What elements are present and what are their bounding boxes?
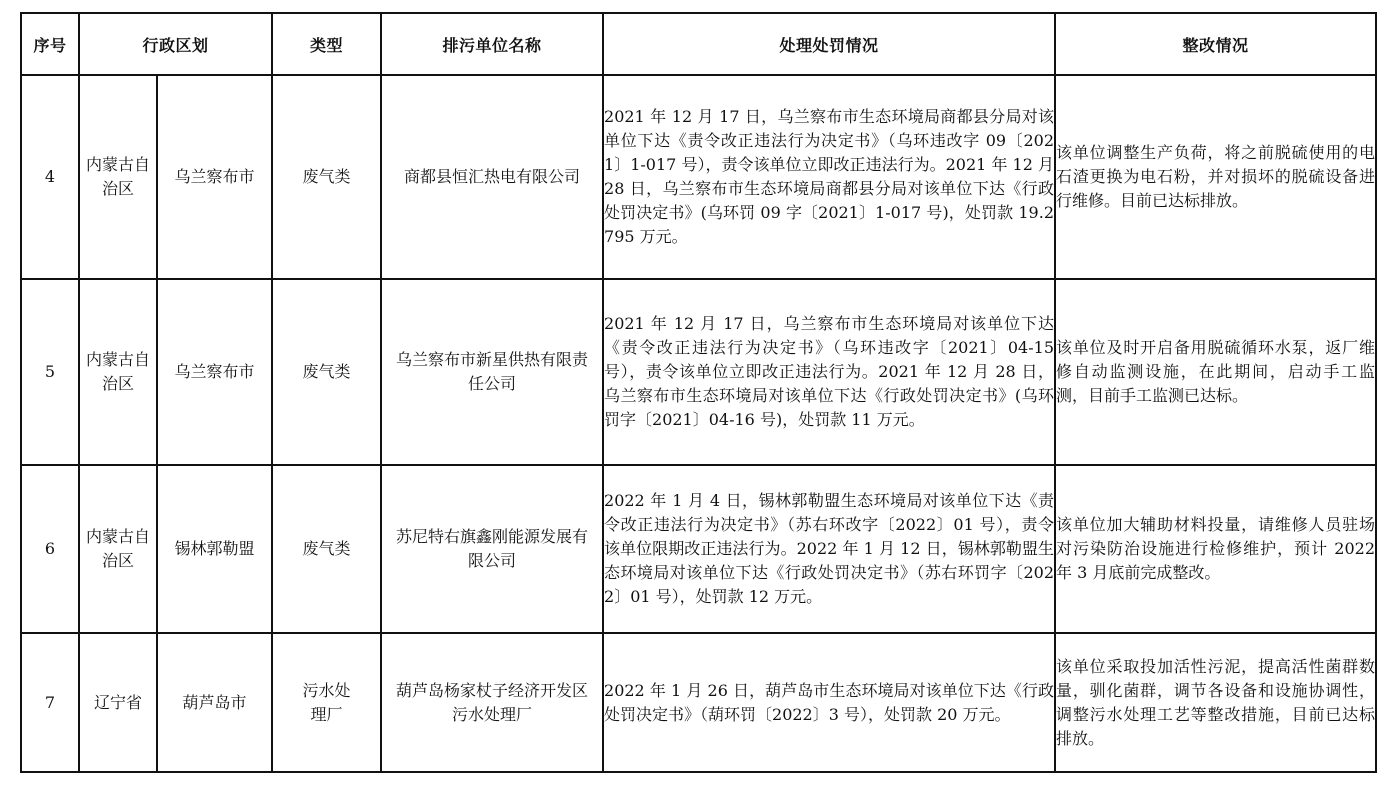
row-seq: 7 (21, 633, 79, 772)
row-city: 乌兰察布市 (157, 75, 272, 279)
header-penalty: 处理处罚情况 (603, 13, 1055, 75)
header-region: 行政区划 (79, 13, 272, 75)
row-penalty: 2022 年 1 月 26 日，葫芦岛市生态环境局对该单位下达《行政处罚决定书》（葫环罚〔2022〕3 号），处罚款 20 万元。 (603, 633, 1055, 772)
header-seq: 序号 (21, 13, 79, 75)
row-city: 葫芦岛市 (157, 633, 272, 772)
penalty-table (20, 12, 1377, 773)
row-type: 废气类 (272, 75, 381, 279)
header-unit: 排污单位名称 (381, 13, 603, 75)
row-penalty: 2022 年 1 月 4 日，锡林郭勒盟生态环境局对该单位下达《责令改正违法行为决定书》（苏右环改字〔2022〕01 号），责令该单位限期改正违法行为。2022 年 1 月 12 日，锡林郭勒盟生态环境局对该单位下达《行政处罚决定书》（苏右环罚字〔2022〕01 号），处罚款 12 万元。 (603, 465, 1055, 633)
row-province: 内蒙古自治区 (79, 465, 157, 633)
row-rectification: 该单位调整生产负荷，将之前脱硫使用的电石渣更换为电石粉，并对损坏的脱硫设备进行维修。目前已达标排放。 (1055, 75, 1376, 279)
row-unit: 乌兰察布市新星供热有限责任公司 (381, 279, 603, 465)
row-type: 废气类 (272, 279, 381, 465)
row-penalty: 2021 年 12 月 17 日，乌兰察布市生态环境局商都县分局对该单位下达《责令改正违法行为决定书》（乌环违改字 09〔2021〕1-017 号），责令该单位立即改正违法行为。2021 年 12 月 28 日，乌兰察布市生态环境局商都县分局对该单位下达《行政处罚决定书》(乌环罚 09 字〔2021〕1-017 号)，处罚款 19.2795 万元。 (603, 75, 1055, 279)
row-rectification: 该单位采取投加活性污泥，提高活性菌群数量，驯化菌群，调节各设备和设施协调性，调整污水处理工艺等整改措施，目前已达标排放。 (1055, 633, 1376, 772)
row-city: 乌兰察布市 (157, 279, 272, 465)
row-province: 内蒙古自治区 (79, 75, 157, 279)
row-unit: 苏尼特右旗鑫刚能源发展有限公司 (381, 465, 603, 633)
row-penalty: 2021 年 12 月 17 日，乌兰察布市生态环境局对该单位下达《责令改正违法行为决定书》（乌环违改字〔2021〕04-15 号），责令该单位立即改正违法行为。2021 年 12 月 28 日，乌兰察布市生态环境局对该单位下达《行政处罚决定书》(乌环罚字〔2021〕04-16 号)，处罚款 11 万元。 (603, 279, 1055, 465)
row-seq: 4 (21, 75, 79, 279)
header-rectification: 整改情况 (1055, 13, 1376, 75)
row-type: 污水处理厂 (272, 633, 381, 772)
table-row (21, 75, 1376, 279)
table-row (21, 279, 1376, 465)
row-seq: 5 (21, 279, 79, 465)
row-unit: 商都县恒汇热电有限公司 (381, 75, 603, 279)
row-rectification: 该单位及时开启备用脱硫循环水泵，返厂维修自动监测设施，在此期间，启动手工监测，目前手工监测已达标。 (1055, 279, 1376, 465)
table-row (21, 465, 1376, 633)
header-row (21, 13, 1376, 75)
table-row (21, 633, 1376, 772)
row-seq: 6 (21, 465, 79, 633)
row-city: 锡林郭勒盟 (157, 465, 272, 633)
row-rectification: 该单位加大辅助材料投量，请维修人员驻场对污染防治设施进行检修维护，预计 2022 年 3 月底前完成整改。 (1055, 465, 1376, 633)
row-unit: 葫芦岛杨家杖子经济开发区污水处理厂 (381, 633, 603, 772)
row-province: 辽宁省 (79, 633, 157, 772)
header-type: 类型 (272, 13, 381, 75)
row-type: 废气类 (272, 465, 381, 633)
row-province: 内蒙古自治区 (79, 279, 157, 465)
